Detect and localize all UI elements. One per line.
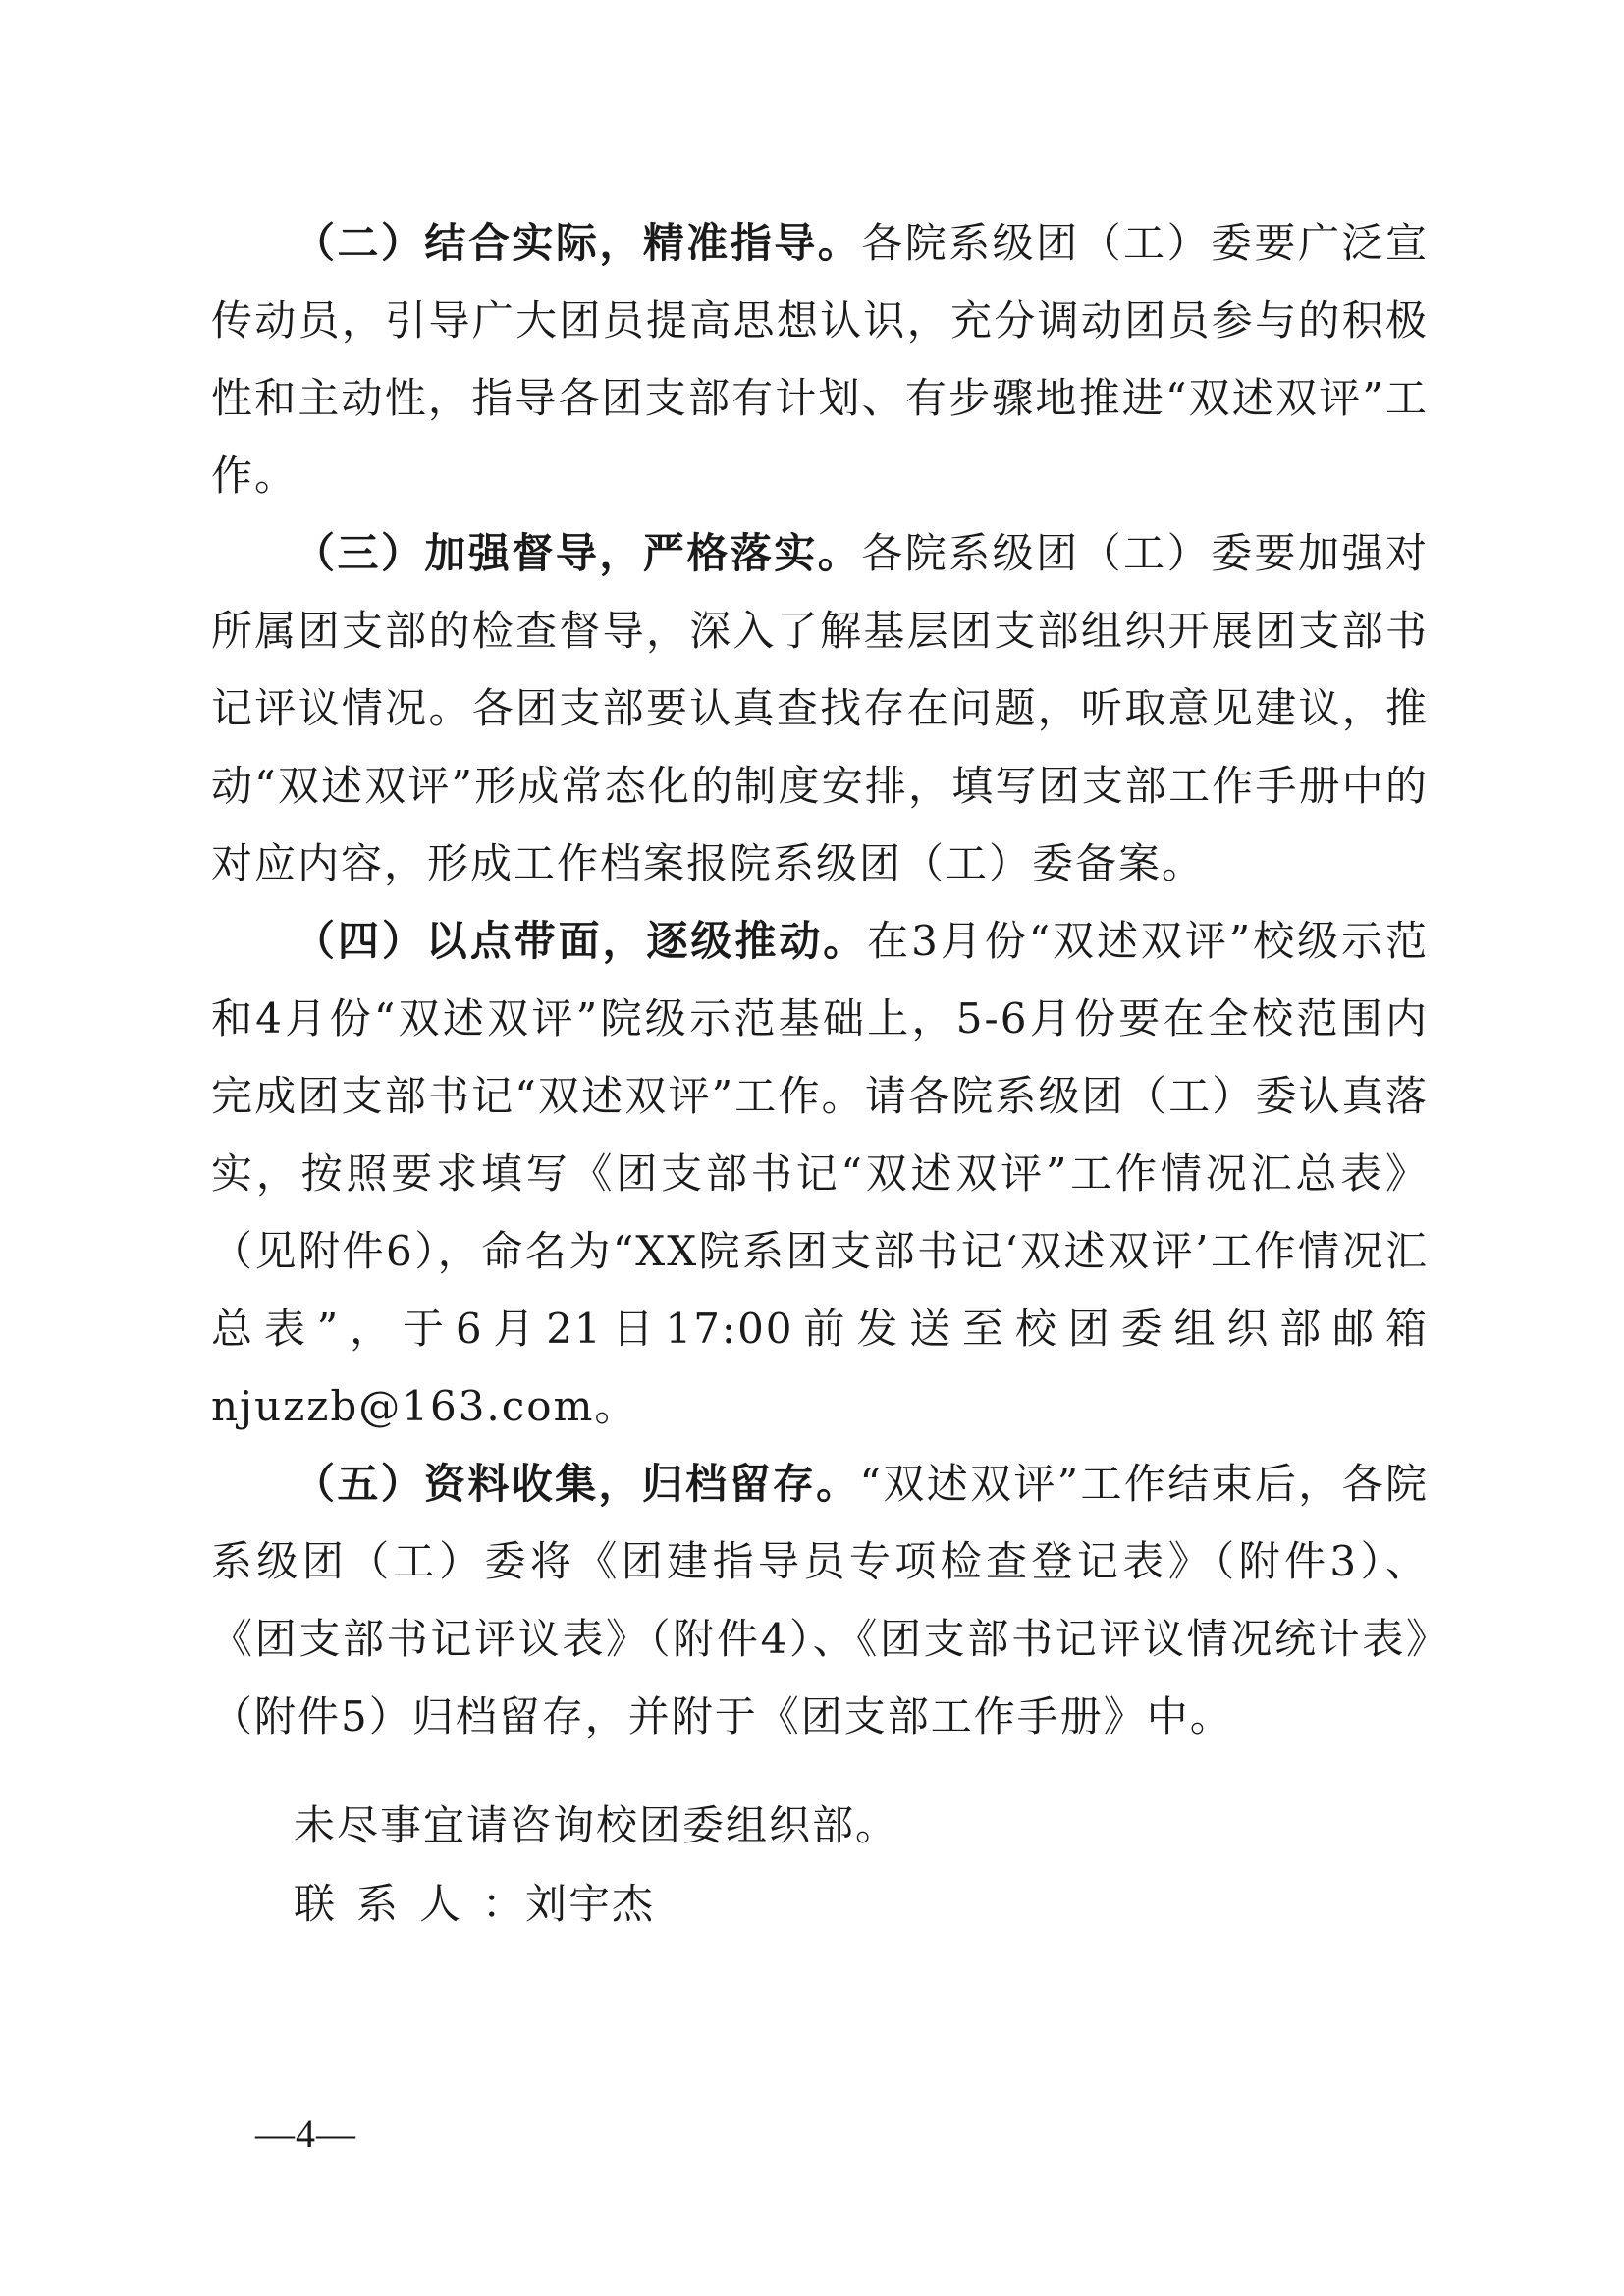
- contact-name: ：刘宇杰: [482, 1880, 656, 1928]
- contact-label: 联系人: [294, 1880, 483, 1928]
- paragraph-promotion: [211, 902, 1429, 1445]
- paragraph-archiving: [211, 1445, 1429, 1755]
- paragraph-heading: （五）资料收集，归档留存。: [294, 1460, 860, 1508]
- paragraph-text: 各院系级团（工）委要广泛宣传动员，引导广大团员提高思想认识，充分调动团员参与的积极性和主动性，指导各团支部有计划、有步骤地推进“双述双评”工作。: [211, 219, 1429, 500]
- closing-section: [294, 1787, 1374, 1944]
- closing-note: 未尽事宜请咨询校团委组织部。: [294, 1801, 899, 1849]
- paragraph-heading: （三）加强督导，严格落实。: [294, 529, 862, 577]
- paragraph-text: 各院系级团（工）委要加强对所属团支部的检查督导，深入了解基层团支部组织开展团支部书记评议情况。各团支部要认真查找存在问题，听取意见建议，推动“双述双评”形成常态化的制度安排，填写团支部工作手册中的对应内容，形成工作档案报院系级团（工）委备案。: [211, 529, 1429, 887]
- paragraph-heading: （二）结合实际，精准指导。: [294, 219, 862, 267]
- paragraph-text: 在3月份“双述双评”校级示范和4月份“双述双评”院级示范基础上，5-6月份要在全校范围内完成团支部书记“双述双评”工作。请各院系级团（工）委认真落实，按照要求填写《团支部书记“双述双评”工作情况汇总表》（见附件6），命名为“XX院系团支部书记‘双述双评’工作情况汇总表”，于6月21日17:00前发送至校团委组织部邮箱njuzzb@163.com。: [211, 917, 1429, 1430]
- paragraph-heading: （四）以点带面，逐级推动。: [294, 917, 868, 965]
- paragraph-supervision: [211, 514, 1429, 902]
- contact-line: [294, 1865, 1374, 1944]
- paragraph-text: “双述双评”工作结束后，各院系级团（工）委将《团建指导员专项检查登记表》（附件3）、《团支部书记评议表》（附件4）、《团支部书记评议情况统计表》（附件5）归档留存，并附于《团支部工作手册》中。: [211, 1460, 1429, 1740]
- paragraph-guidance: [211, 204, 1429, 514]
- page-number: —4—: [255, 2111, 356, 2156]
- document-body: [211, 204, 1429, 1755]
